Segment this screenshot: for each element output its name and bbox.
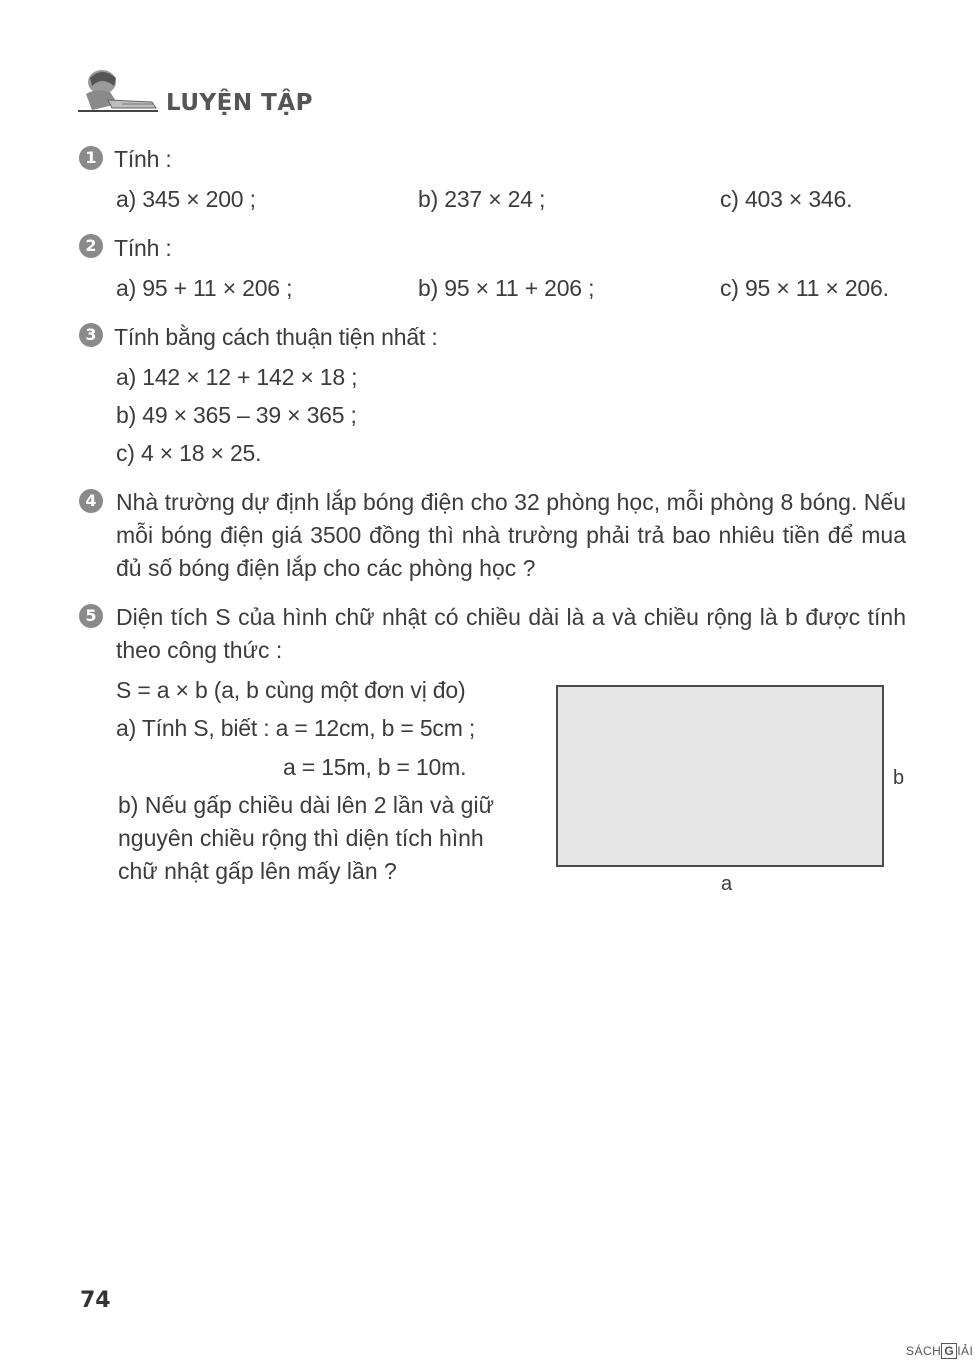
exercise-number-2: 2 — [79, 234, 103, 258]
exercise-number-4: 4 — [79, 489, 103, 513]
exercise-3-c: c) 4 × 18 × 25. — [116, 440, 262, 466]
rectangle-label-b: b — [893, 767, 904, 789]
exercise-number-3: 3 — [79, 323, 103, 347]
exercise-5-text: Diện tích S của hình chữ nhật có chiều dài là a và chiều rộng là b được tính theo công thức : — [116, 604, 906, 663]
area-formula: S = a × b (a, b cùng một đơn vị đo) — [116, 677, 466, 703]
exercise-2-b: b) 95 × 11 + 206 ; — [418, 275, 595, 301]
page-number: 74 — [80, 1288, 111, 1313]
exercise-number-1: 1 — [79, 146, 103, 170]
rectangle-label-a: a — [721, 873, 732, 895]
exercise-4-text: Nhà trường dự định lắp bóng điện cho 32 phòng học, mỗi phòng 8 bóng. Nếu mỗi bóng điện giá 3500 đồng thì nhà trường phải trả bao nhiêu tiền để mua đủ số bóng điện lắp cho các phòng học ? — [116, 489, 906, 581]
exercise-2-a: a) 95 + 11 × 206 ; — [116, 275, 293, 301]
watermark-right: IẢI — [957, 1344, 974, 1358]
student-reading-icon — [72, 66, 162, 122]
exercise-1-a: a) 345 × 200 ; — [116, 186, 256, 212]
exercise-3-a: a) 142 × 12 + 142 × 18 ; — [116, 364, 358, 390]
watermark — [906, 1343, 973, 1359]
exercise-5-a-line2: a = 15m, b = 10m. — [283, 754, 467, 780]
exercise-3-b: b) 49 × 365 – 39 × 365 ; — [116, 402, 357, 428]
exercise-2-title: Tính : — [114, 235, 172, 261]
exercise-1-c: c) 403 × 346. — [720, 186, 853, 212]
exercise-1-title: Tính : — [114, 146, 172, 172]
exercise-3-title: Tính bằng cách thuận tiện nhất : — [114, 324, 438, 350]
section-title: LUYỆN TẬP — [166, 90, 313, 116]
exercise-number-5: 5 — [79, 604, 103, 628]
exercise-2-c: c) 95 × 11 × 206. — [720, 275, 889, 301]
watermark-left: SÁCH — [906, 1344, 942, 1358]
watermark-box: G — [941, 1343, 957, 1359]
exercise-5-b-text: b) Nếu gấp chiều dài lên 2 lần và giữ nguyên chiều rộng thì diện tích hình chữ nhật gấp lên mấy lần ? — [118, 792, 494, 884]
exercise-5-a-line1: a) Tính S, biết : a = 12cm, b = 5cm ; — [116, 715, 476, 741]
rectangle-figure — [556, 685, 884, 867]
exercise-1-b: b) 237 × 24 ; — [418, 186, 546, 212]
